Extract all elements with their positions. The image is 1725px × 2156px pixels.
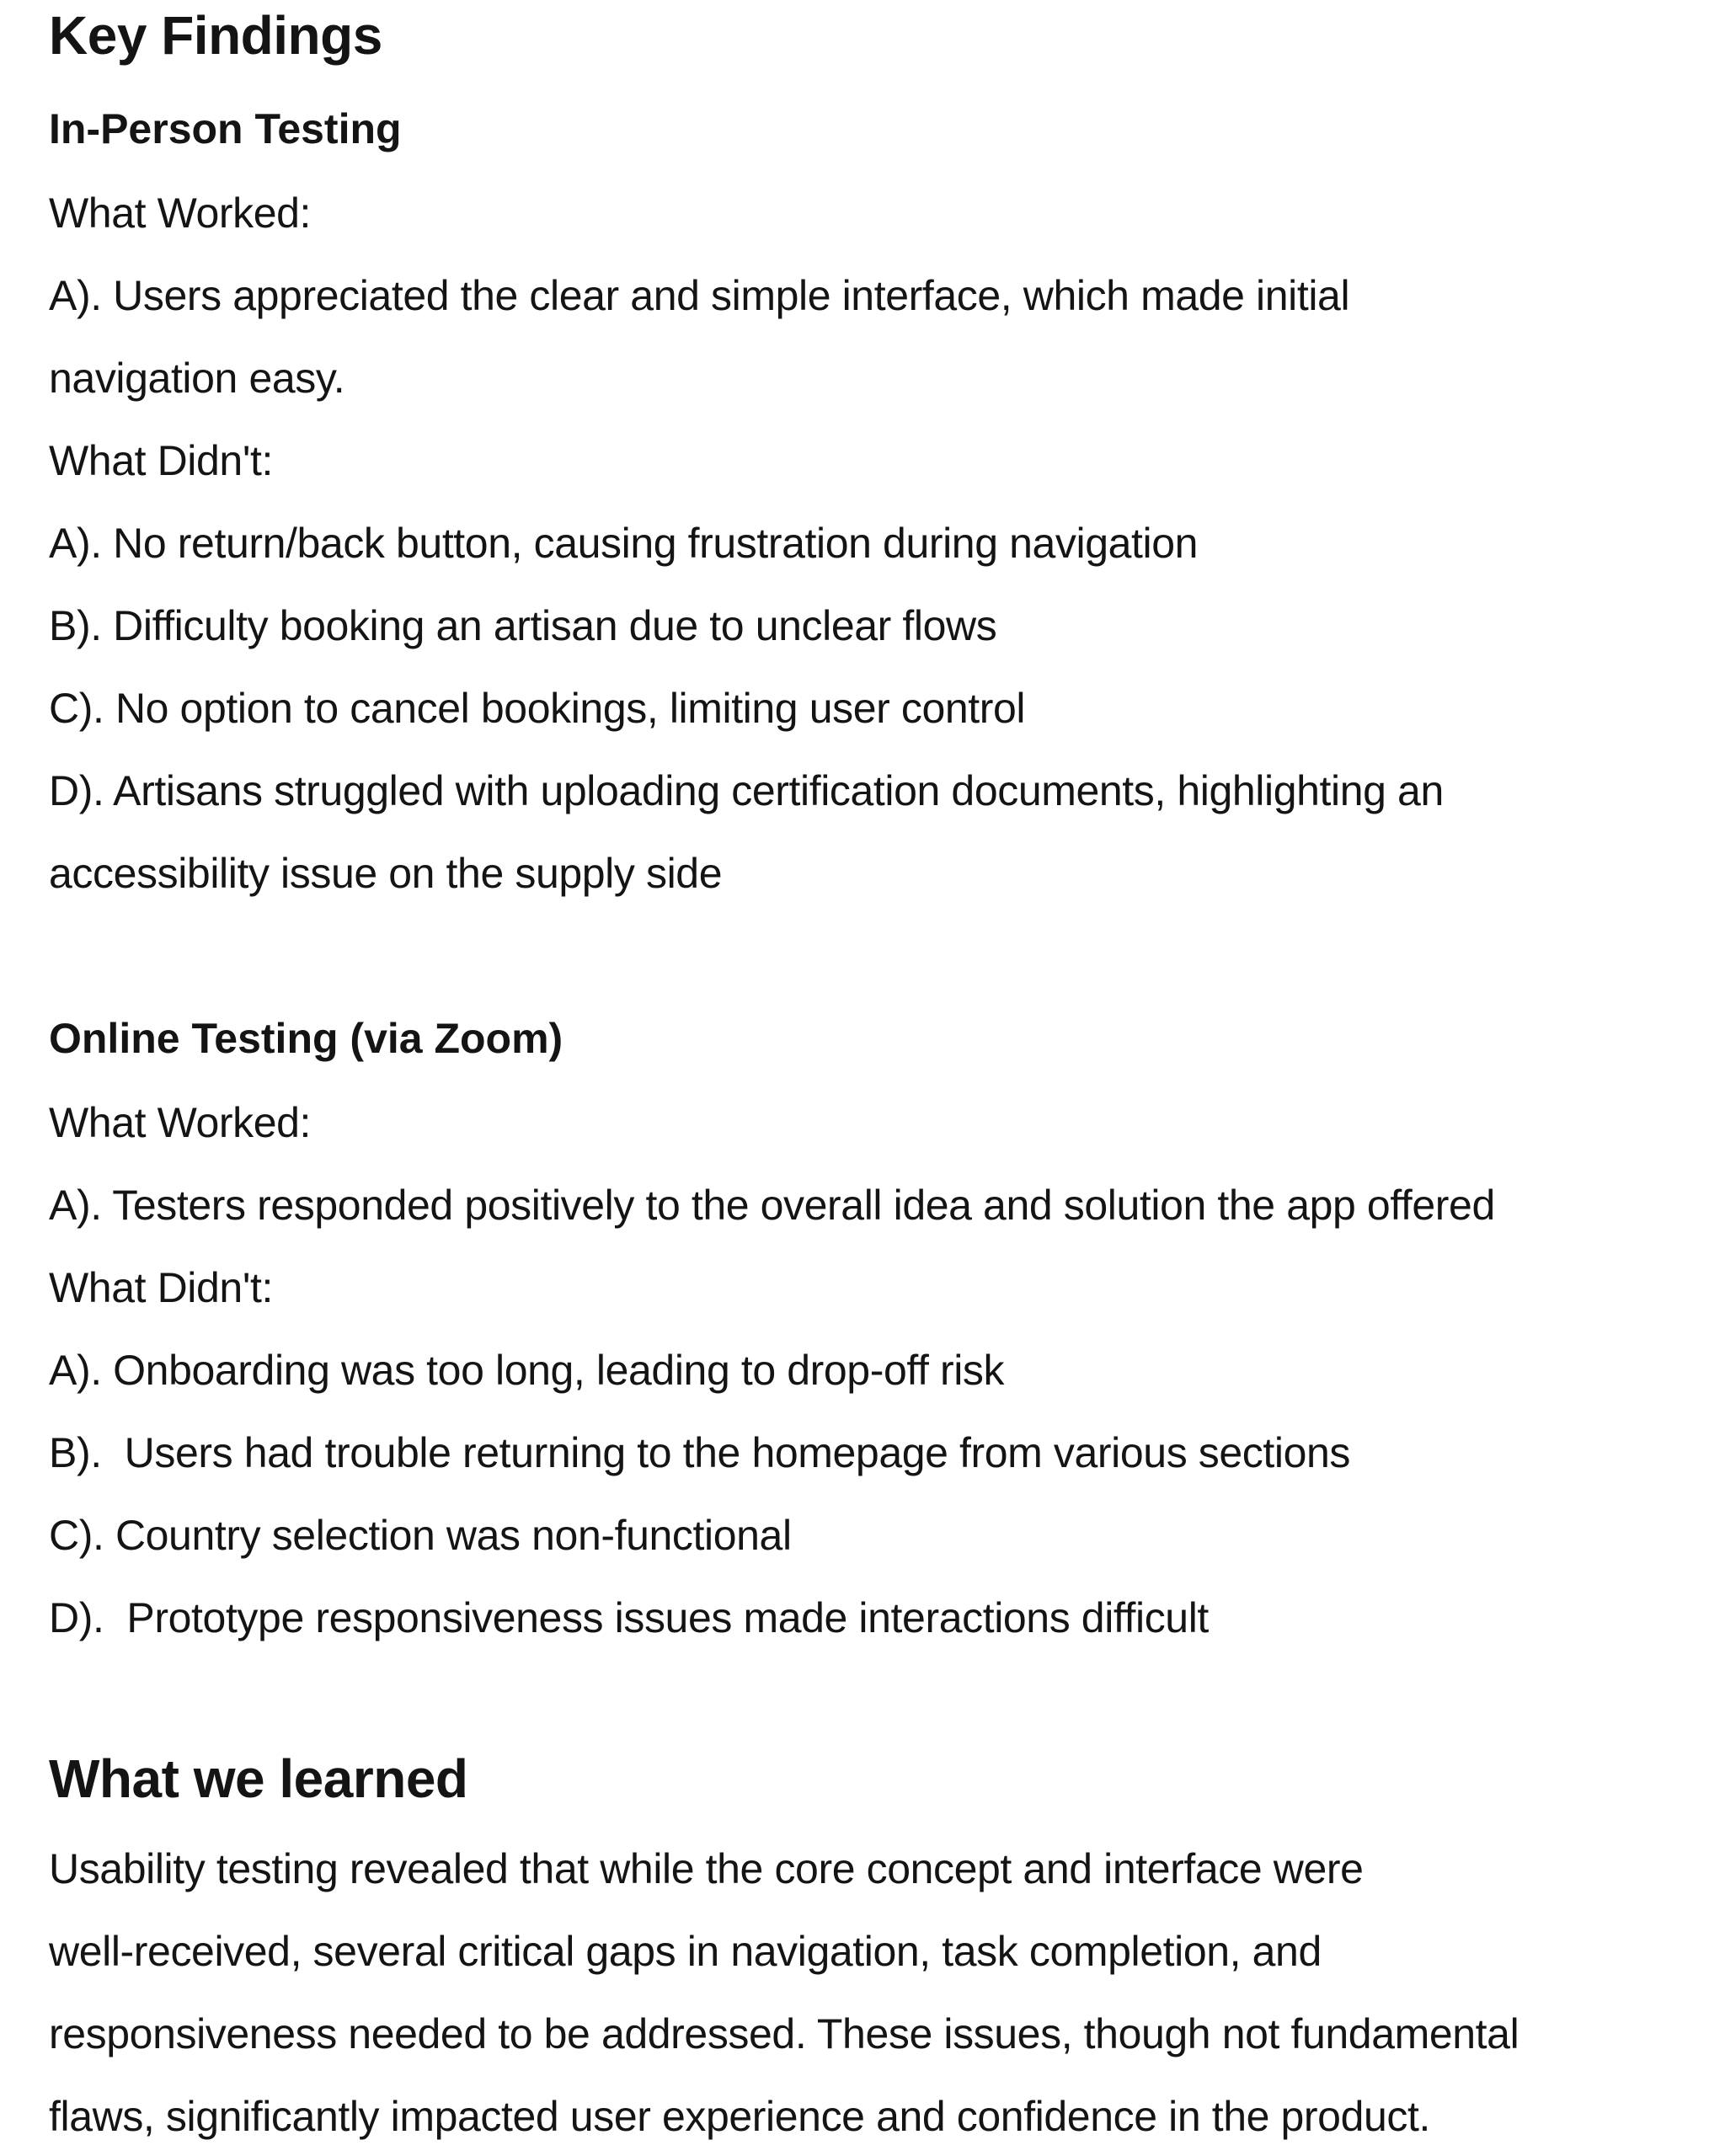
online-heading: Online Testing (via Zoom) [49,1015,563,1062]
online-worked-label: What Worked: [49,1099,312,1146]
in-person-worked-label: What Worked: [49,189,312,237]
learned-paragraph-line: flaws, significantly impacted user experience and confidence in the product. [49,2093,1430,2140]
in-person-heading: In-Person Testing [49,105,402,152]
online-didnt-item: A). Onboarding was too long, leading to drop-off risk [49,1347,1005,1394]
in-person-didnt-item: B). Difficulty booking an artisan due to unclear flows [49,602,997,649]
in-person-worked-item: A). Users appreciated the clear and simple interface, which made initial [49,272,1350,319]
in-person-didnt-label: What Didn't: [49,437,273,484]
online-worked-item: A). Testers responded positively to the overall idea and solution the app offered [49,1182,1495,1229]
in-person-didnt-item: accessibility issue on the supply side [49,850,723,897]
online-didnt-item: D). Prototype responsiveness issues made interactions difficult [49,1594,1209,1641]
learned-paragraph-line: responsiveness needed to be addressed. These issues, though not fundamental [49,2010,1519,2057]
in-person-didnt-item: A). No return/back button, causing frustration during navigation [49,520,1199,567]
learned-paragraph-line: well-received, several critical gaps in navigation, task completion, and [49,1928,1322,1975]
learned-paragraph-line: Usability testing revealed that while the core concept and interface were [49,1845,1364,1892]
in-person-didnt-item: D). Artisans struggled with uploading certification documents, highlighting an [49,767,1444,814]
online-didnt-item: B). Users had trouble returning to the homepage from various sections [49,1429,1351,1476]
in-person-worked-item: navigation easy. [49,355,345,402]
in-person-didnt-item: C). No option to cancel bookings, limiting user control [49,685,1026,732]
key-findings-title: Key Findings [49,5,382,66]
online-didnt-label: What Didn't: [49,1264,273,1311]
what-we-learned-title: What we learned [49,1748,468,1809]
online-didnt-item: C). Country selection was non-functional [49,1512,792,1559]
